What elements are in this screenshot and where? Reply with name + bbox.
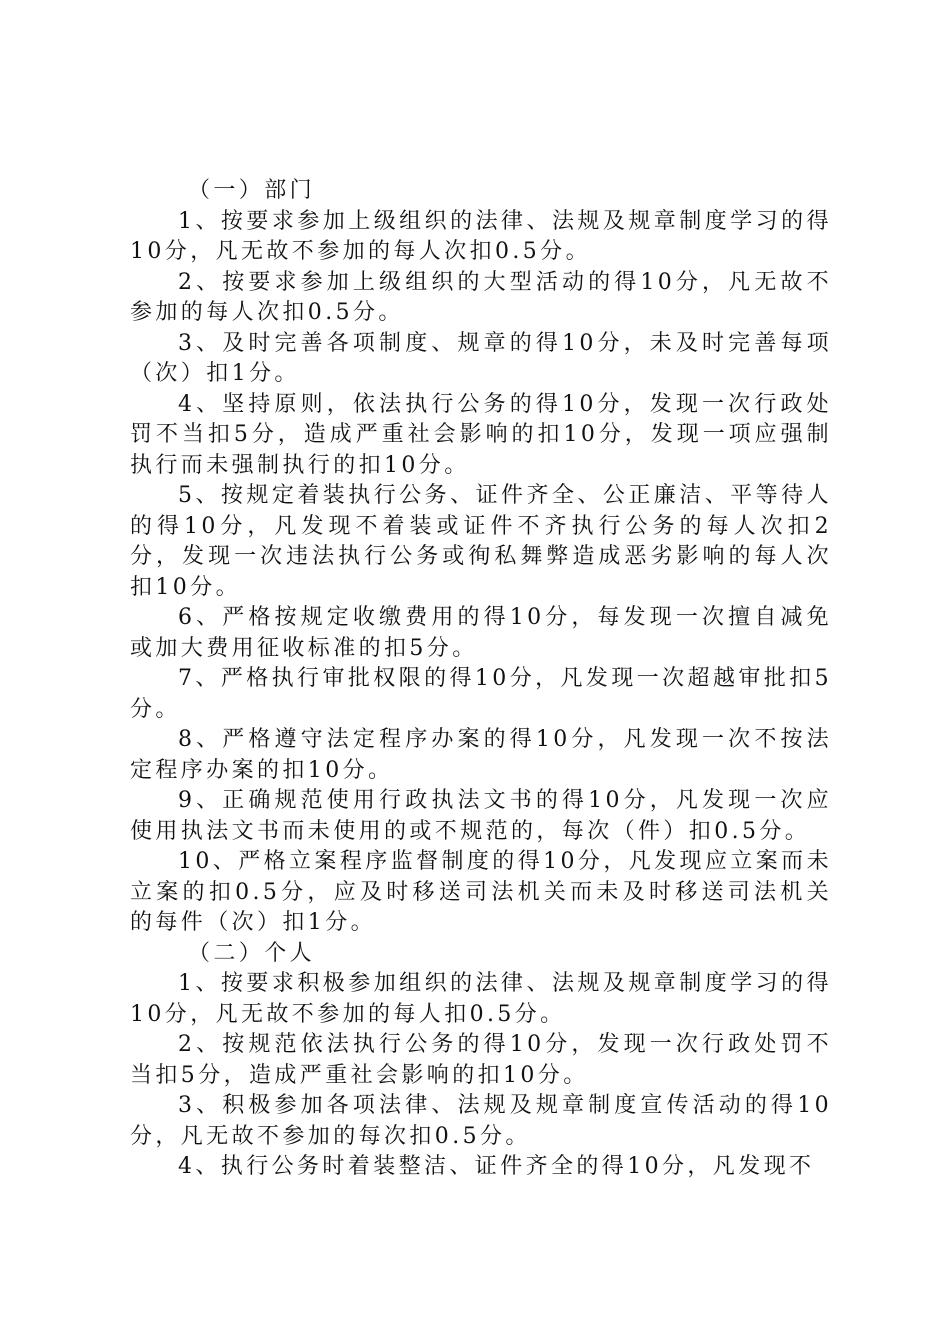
individual-item-2: 2、按规范依法执行公务的得10分，发现一次行政处罚不当扣5分，造成严重社会影响的扣10分。 xyxy=(130,1032,832,1088)
individual-item-4: 4、执行公务时着装整洁、证件齐全的得10分，凡发现不 xyxy=(178,1154,815,1179)
department-item-2: 2、按要求参加上级组织的大型活动的得10分，凡无故不参加的每人次扣0.5分。 xyxy=(130,269,832,325)
department-item-6: 6、严格按规定收缴费用的得10分，每发现一次擅自减免或加大费用征收标准的扣5分。 xyxy=(130,605,832,661)
section-heading-department: （一）部门 xyxy=(188,178,316,203)
department-item-1: 1、按要求参加上级组织的法律、法规及规章制度学习的得10分，凡无故不参加的每人次扣0.5分。 xyxy=(130,208,832,264)
department-item-3: 3、及时完善各项制度、规章的得10分，未及时完善每项（次）扣1分。 xyxy=(130,330,832,386)
department-item-7: 7、严格执行审批权限的得10分，凡发现一次超越审批扣5分。 xyxy=(130,666,832,722)
individual-item-3: 3、积极参加各项法律、法规及规章制度宣传活动的得10分，凡无故不参加的每次扣0.5分。 xyxy=(130,1093,832,1149)
department-item-4: 4、坚持原则，依法执行公务的得10分，发现一次行政处罚不当扣5分，造成严重社会影响的扣10分，发现一项应强制执行而未强制执行的扣10分。 xyxy=(130,391,832,478)
individual-item-1: 1、按要求积极参加组织的法律、法规及规章制度学习的得10分，凡无故不参加的每人扣0.5分。 xyxy=(130,971,832,1027)
department-item-10: 10、严格立案程序监督制度的得10分，凡发现应立案而未立案的扣0.5分，应及时移送司法机关而未及时移送司法机关的每件（次）扣1分。 xyxy=(130,849,832,935)
section-heading-individual: （二）个人 xyxy=(188,940,316,966)
department-item-9: 9、正确规范使用行政执法文书的得10分，凡发现一次应使用执法文书而未使用的或不规范的，每次（件）扣0.5分。 xyxy=(130,788,832,844)
department-item-8: 8、严格遵守法定程序办案的得10分，凡发现一次不按法定程序办案的扣10分。 xyxy=(130,727,832,783)
document-body xyxy=(130,176,832,1183)
department-item-5: 5、按规定着装执行公务、证件齐全、公正廉洁、平等待人的得10分，凡发现不着装或证件不齐执行公务的每人次扣2分，发现一次违法执行公务或徇私舞弊造成恶劣影响的每人次扣10分。 xyxy=(130,483,832,600)
